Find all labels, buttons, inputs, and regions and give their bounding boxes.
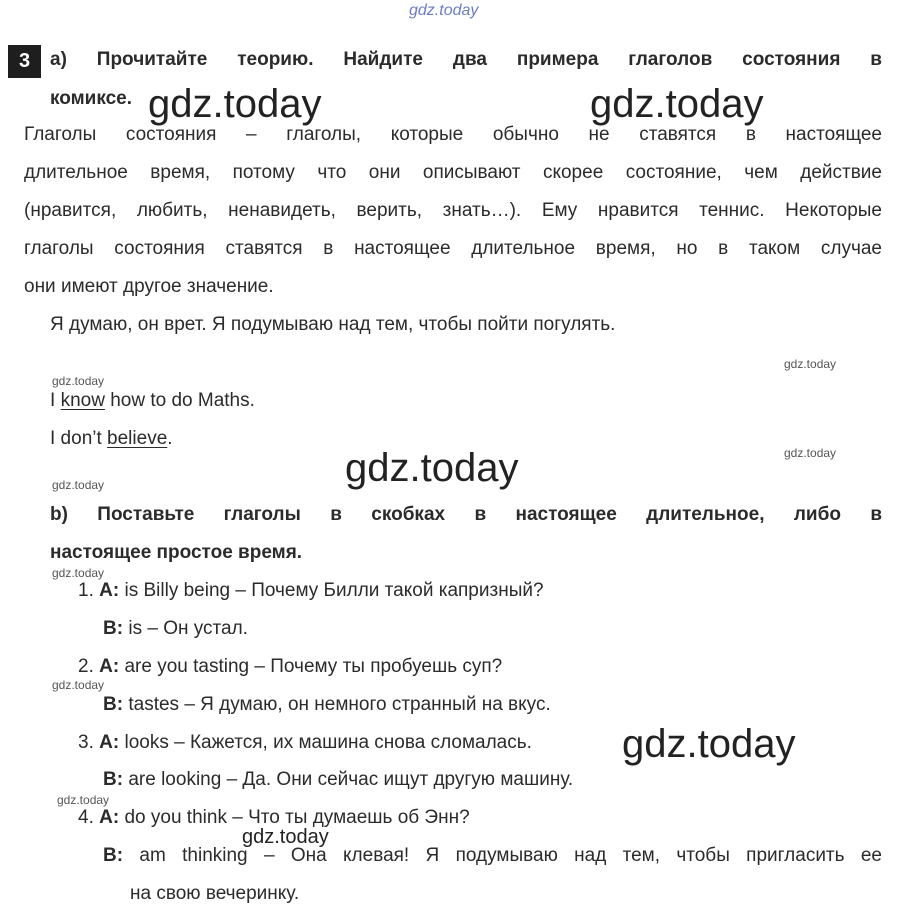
exercise-number-badge: 3 xyxy=(8,45,41,78)
theory-line-5: они имеют другое значение. xyxy=(24,276,274,297)
item-3-b: B: are looking – Да. Они сейчас ищут другую машину. xyxy=(103,769,574,790)
example-believe: I don’t believe. xyxy=(50,428,173,449)
watermark-big-2: gdz.today xyxy=(590,82,764,126)
example-russian: Я думаю, он врет. Я подумываю над тем, чтобы пойти погулять. xyxy=(50,314,616,335)
example-know: I know how to do Maths. xyxy=(50,390,255,411)
watermark-small-6: gdz.today xyxy=(52,678,105,692)
watermark-small-3: gdz.today xyxy=(784,446,837,460)
watermark-mid: gdz.today xyxy=(242,826,329,848)
theory-line-4: глаголы состояния ставятся в настоящее длительное время, но в таком случае xyxy=(24,238,882,259)
watermark-small-7: gdz.today xyxy=(57,793,110,807)
watermark-small-1: gdz.today xyxy=(784,357,837,371)
theory-line-3: (нравится, любить, ненавидеть, верить, знать…). Ему нравится теннис. Некоторые xyxy=(24,200,882,221)
watermark-small-5: gdz.today xyxy=(52,566,105,580)
theory-line-2: длительное время, потому что они описывают скорее состояние, чем действие xyxy=(24,162,882,183)
part-a-heading: a) Прочитайте теорию. Найдите два примера глаголов состояния в xyxy=(50,49,882,70)
item-2-b: B: tastes – Я думаю, он немного странный на вкус. xyxy=(103,694,551,715)
part-b-heading-cont: настоящее простое время. xyxy=(50,542,303,563)
verb-know: know xyxy=(60,390,105,411)
verb-believe: believe xyxy=(107,428,168,449)
theory-line-1: Глаголы состояния – глаголы, которые обычно не ставятся в настоящее xyxy=(24,124,882,145)
part-b-heading: b) Поставьте глаголы в скобках в настоящее длительное, либо в xyxy=(50,504,882,525)
watermark-small-4: gdz.today xyxy=(52,478,105,492)
part-a-heading-cont: комиксе. xyxy=(50,88,133,109)
item-4-b: B: am thinking – Она клевая! Я подумываю над тем, чтобы пригласить ее xyxy=(103,845,882,866)
item-4-a: 4. A: do you think – Что ты думаешь об Энн? xyxy=(78,807,470,828)
item-1-b: B: is – Он устал. xyxy=(103,618,248,639)
watermark-small-2: gdz.today xyxy=(52,374,105,388)
item-2-a: 2. A: are you tasting – Почему ты пробуешь суп? xyxy=(78,656,503,677)
item-3-a: 3. A: looks – Кажется, их машина снова сломалась. xyxy=(78,732,532,753)
item-4-b-cont: на свою вечеринку. xyxy=(130,883,300,904)
watermark-big-4: gdz.today xyxy=(622,722,796,766)
item-1-a: 1. A: is Billy being – Почему Билли такой капризный? xyxy=(78,580,544,601)
watermark-big-3: gdz.today xyxy=(345,446,519,490)
watermark-top: gdz.today xyxy=(409,2,479,19)
watermark-big-1: gdz.today xyxy=(148,82,322,126)
